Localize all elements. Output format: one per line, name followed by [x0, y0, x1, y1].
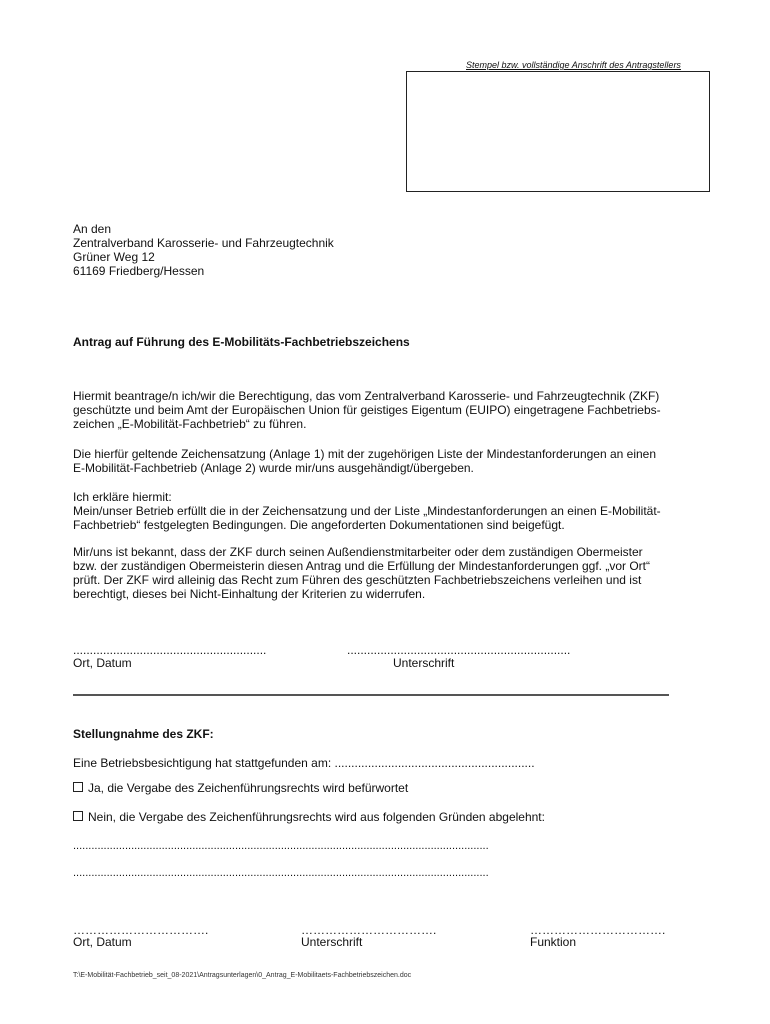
text-line: zeichen „E-Mobilität-Fachbetrieb“ zu führen. [73, 417, 307, 431]
text-line: Fachbetrieb“ festgelegten Bedingungen. Die angeforderten Dokumentationen sind beigefügt. [73, 518, 565, 532]
text-line: prüft. Der ZKF wird alleinig das Recht zum Führen des geschützten Fachbetriebszeichens verleihen und ist [73, 573, 642, 587]
place-date-field[interactable]: .......................................................... [73, 643, 267, 657]
zkf-section-title: Stellungnahme des ZKF: [73, 727, 214, 741]
document-title: Antrag auf Führung des E-Mobilitäts-Fachbetriebszeichens [73, 335, 410, 349]
zkf-function-field[interactable]: ……………………………. [530, 923, 666, 937]
approve-checkbox[interactable] [73, 782, 83, 792]
reject-label: Nein, die Vergabe des Zeichenführungsrechts wird aus folgenden Gründen abgelehnt: [88, 810, 545, 824]
inspection-date-line[interactable]: Eine Betriebsbesichtigung hat stattgefunden am: ............................................................ [73, 756, 535, 770]
stamp-label: Stempel bzw. vollständige Anschrift des Antragstellers [466, 60, 681, 70]
paragraph-request [73, 389, 715, 431]
paragraph-acknowledgement [73, 545, 715, 601]
address-line: Grüner Weg 12 [73, 250, 155, 264]
reject-checkbox[interactable] [73, 811, 83, 821]
stamp-box [406, 71, 710, 192]
reject-option[interactable] [73, 810, 545, 824]
approve-option[interactable] [73, 781, 408, 795]
text-line: bzw. der zuständigen Obermeisterin diesen Antrag und die Erfüllung der Mindestanforderungen ggf. „vor Ort“ [73, 559, 650, 573]
signature-field[interactable]: ................................................................... [347, 643, 571, 657]
paragraph-declaration [73, 490, 715, 532]
recipient-address [73, 222, 334, 278]
text-line: berechtigt, dieses bei Nicht-Einhaltung der Kriterien zu widerrufen. [73, 587, 426, 601]
zkf-function-label: Funktion [530, 935, 577, 949]
zkf-place-date-label: Ort, Datum [73, 935, 132, 949]
text-line: E-Mobilität-Fachbetrieb (Anlage 2) wurde mir/uns ausgehändigt/übergeben. [73, 461, 474, 475]
address-line: An den [73, 222, 112, 236]
address-line: 61169 Friedberg/Hessen [73, 264, 205, 278]
zkf-place-date-field[interactable]: ……………………………. [73, 923, 209, 937]
text-line: geschützte und beim Amt der Europäischen Union für geistiges Eigentum (EUIPO) eingetragene Fachbetriebs- [73, 403, 661, 417]
address-line: Zentralverband Karosserie- und Fahrzeugtechnik [73, 236, 334, 250]
paragraph-statutes [73, 447, 715, 475]
text-line: Mein/unser Betrieb erfüllt die in der Zeichensatzung und der Liste „Mindestanforderungen an einen E-Mobilität- [73, 504, 661, 518]
text-line: Hiermit beantrage/n ich/wir die Berechtigung, das vom Zentralverband Karosserie- und Fahrzeugtechnik (ZKF) [73, 389, 660, 403]
signature-label: Unterschrift [393, 656, 455, 670]
section-divider [73, 694, 669, 696]
file-path-footer: T:\E-Mobilität-Fachbetrieb_seit_08-2021\Antragsunterlagen\0_Antrag_E-Mobilitaets-Fachbetriebszeichen.doc [73, 972, 412, 979]
zkf-signature-label: Unterschrift [301, 935, 363, 949]
reason-line[interactable]: ........................................................................................................................................ [73, 867, 489, 879]
text-line: Ich erkläre hiermit: [73, 490, 172, 504]
place-date-label: Ort, Datum [73, 656, 132, 670]
reason-line[interactable]: ........................................................................................................................................ [73, 840, 489, 852]
zkf-signature-field[interactable]: ……………………………. [301, 923, 437, 937]
text-line: Die hierfür geltende Zeichensatzung (Anlage 1) mit der zugehörigen Liste der Mindestanforderungen an einen [73, 447, 657, 461]
approve-label: Ja, die Vergabe des Zeichenführungsrechts wird befürwortet [88, 781, 409, 795]
text-line: Mir/uns ist bekannt, dass der ZKF durch seinen Außendienstmitarbeiter oder dem zuständigen Obermeister [73, 545, 643, 559]
